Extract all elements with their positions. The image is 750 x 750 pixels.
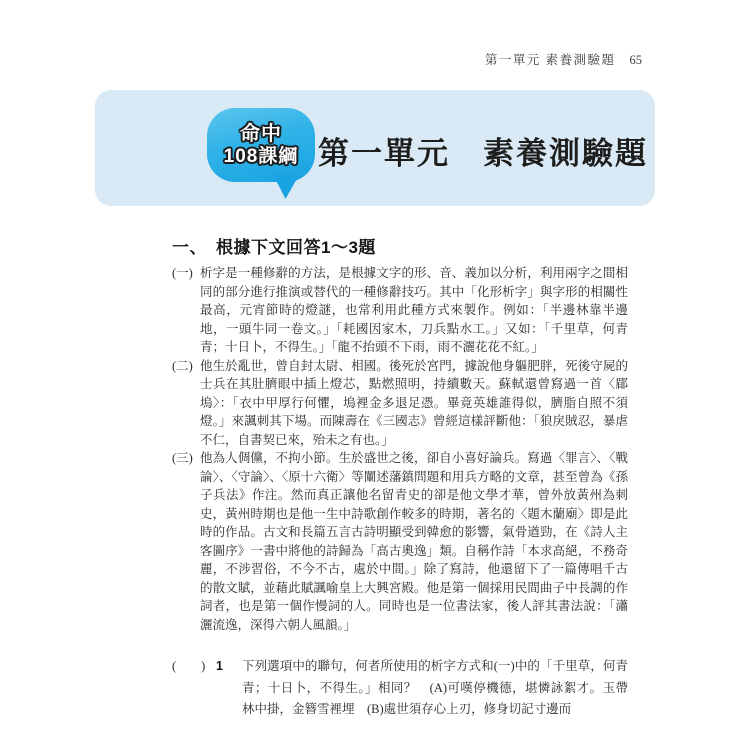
passage-paragraph-2 (172, 357, 628, 450)
passage-paragraph-1 (172, 264, 628, 357)
running-head (485, 50, 642, 68)
passage-text: 他生於亂世，曾自封太尉、相國。後死於宮門，據說他身軀肥胖，死後守屍的士兵在其肚臍眼中插上燈芯，點燃照明，持續數天。蘇軾還曾寫過一首〈郿塢〉：「衣中甲厚行何懼，塢裡金多退足憑。畢竟英雄誰得似，臍脂自照不須燈。」來諷刺其下場。而陳壽在《三國志》曾經這樣評斷他：「狼戾賊忍，暴虐不仁，自書契已來，殆未之有也。」 (200, 358, 628, 447)
passage-paragraph-3 (172, 449, 628, 634)
passage-text: 析字是一種修辭的方法，是根據文字的形、音、義加以分析，利用兩字之間相同的部分進行推演或替代的一種修辭技巧。其中「化形析字」與字形的相關性最高，元宵節時的燈謎，也常利用此種方式來製作。例如：「半邊林靠半邊地，一頭牛同一卷文。」「耗國因家木，刀兵點水工。」又如：「千里草，何青青；十日卜，不得生。」「龍不抬頭不下雨，雨不灑花花不紅。」 (200, 266, 628, 354)
section-heading: 一、 根據下文回答1～3題 (172, 238, 376, 257)
passage-marker: (一) (172, 266, 193, 280)
passage-text: 他為人倜儻，不拘小節。生於盛世之後，卻自小喜好論兵。寫過〈罪言〉、〈戰論〉、〈守論〉、〈原十六衛〉等闡述藩鎮問題和用兵方略的文章，甚至曾為《孫子兵法》作注。然而真正讓他名留青史的卻是他文學才華，曾外放黃州為刺史，黃州時期也是他一生中詩歌創作較多的時期，著名的〈題木蘭廟〉即是此時的作品。古文和長篇五言古詩明顯受到韓愈的影響，氣骨遒勁，在《詩人主客圖序》一書中將他的詩歸為「高古奧逸」類。自稱作詩「本求高絕，不務奇麗，不涉習俗，不今不古，處於中間。」除了寫詩，他還留下了一篇傳唱千古的散文賦，並藉此賦諷喻皇上大興宮殿。他是第一個採用民間曲子中長調的作詞者，也是第一個作慢詞的人。同時也是一位書法家，後人評其書法說：「瀟灑流逸，深得六朝人風韻。」 (200, 451, 628, 632)
running-head-title: 第一單元 素養測驗題 (484, 53, 616, 67)
badge-text-line1: 命中 (240, 122, 282, 145)
speech-bubble-badge (207, 108, 315, 182)
speech-bubble-tail-icon (269, 175, 299, 199)
question-item-1 (172, 656, 628, 721)
question-number: 1 (216, 659, 223, 673)
passage-marker: (三) (172, 451, 193, 465)
passage-marker: (二) (172, 358, 193, 373)
unit-title: 第一單元 素養測驗題 (318, 136, 648, 171)
unit-banner (95, 90, 655, 206)
page-content (172, 233, 628, 721)
answer-blank: ( ) (172, 659, 206, 673)
badge-text-line2: 108課綱 (223, 145, 299, 167)
page-number: 65 (629, 53, 642, 67)
question-text: 下列選項中的聯句，何者所使用的析字方式和(一)中的「千里草，何青青；十日卜，不得生。」相同？ (A)可嘆停機德，堪憐詠絮才。玉帶林中掛，金簪雪裡埋 (B)處世須存心上刃，修身切記寸邊而 (242, 659, 628, 716)
